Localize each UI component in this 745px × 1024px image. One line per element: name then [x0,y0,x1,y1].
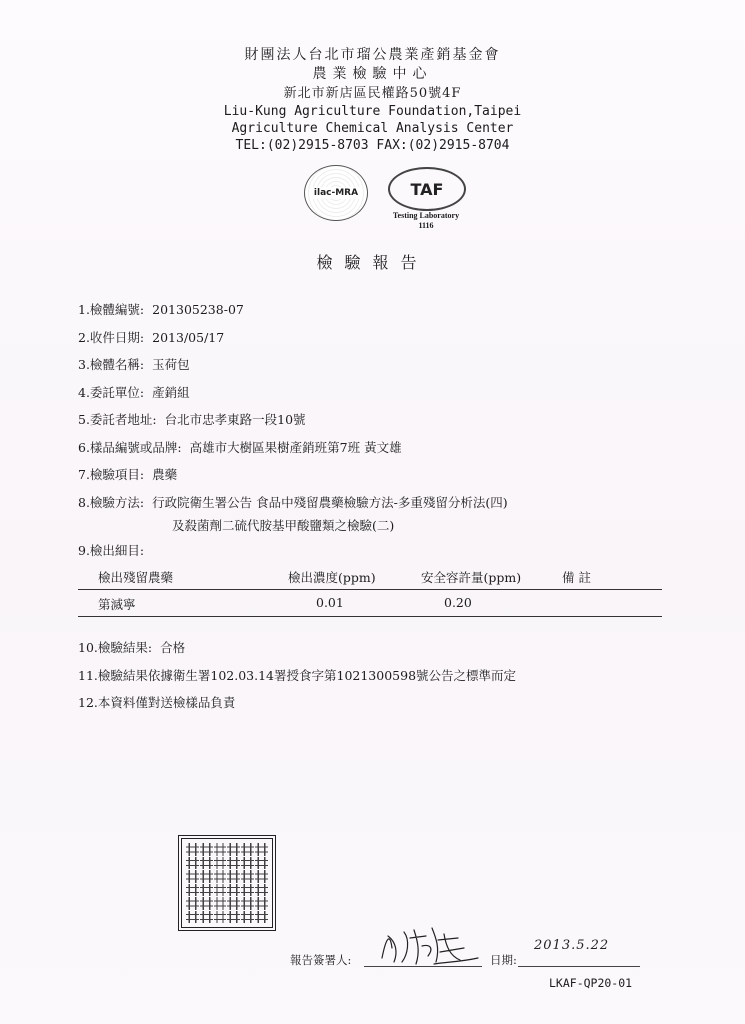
item-value: 201305238-07 [152,302,244,317]
address: 新北市新店區民權路50號4F [283,86,462,101]
testing-lab-caption [378,211,474,231]
item-label: 11.檢驗結果依據衛生署102.03.14署授食字第1021300598號公告之標準而定 [78,667,517,683]
table-cell-tolerance: 0.20 [444,595,472,610]
item-label: 4.委託單位: [78,384,145,400]
column-header: 備 註 [562,570,591,585]
table-divider [78,616,662,617]
org-name-en: Liu-Kung Agriculture Foundation,Taipei [223,104,522,119]
column-header: 檢出濃度(ppm) [288,570,376,585]
form-number: LKAF-QP20-01 [549,976,633,990]
item-value-continued: 及殺菌劑二硫代胺基甲酸鹽類之檢驗(二) [172,518,395,533]
item-disclaimer [78,689,678,717]
item-value: 玉荷包 [152,357,190,372]
report-conclusions [78,634,678,717]
contact-line: TEL:(02)2915-8703 FAX:(02)2915-8704 [235,138,510,153]
item-sample-name [78,351,678,379]
signer-label: 報告簽署人: [290,953,352,967]
handwritten-date: 2013.5.22 [534,938,610,953]
signer-line [364,966,482,967]
item-sample-brand [78,434,678,462]
item-label: 5.委託者地址: [78,412,157,427]
item-value: 台北市忠孝東路一段10號 [164,412,306,427]
testing-lab-label: Testing Laboratory [392,211,460,220]
item-value: 行政院衛生署公告 食品中殘留農藥檢驗方法-多重殘留分析法(四) [152,494,508,510]
item-value: 產銷組 [152,384,190,400]
report-items [78,296,678,565]
report-title: 檢驗報告 [316,253,429,272]
center-name: 農業檢驗中心 [312,66,433,82]
taf-logo [388,167,466,211]
item-label: 3.檢體名稱: [78,357,145,372]
item-received-date [78,324,678,352]
item-sample-id [78,296,678,324]
item-label: 7.檢驗項目: [78,467,145,482]
column-header: 安全容許量(ppm) [421,570,522,585]
item-label: 6.樣品編號或品牌: [78,439,182,455]
item-label: 1.檢體編號: [78,302,145,317]
date-line [518,966,640,967]
item-value: 2013/05/17 [152,329,225,345]
item-label: 2.收件日期: [78,329,145,345]
item-label: 10.檢驗結果: [78,640,153,655]
item-client-unit [78,379,678,407]
item-detection-details [78,537,678,565]
ilac-mra-logo [304,165,368,221]
taf-logo-text: TAF [410,179,444,199]
item-test-item [78,461,678,489]
report-header [0,46,745,154]
item-label: 12.本資料僅對送檢樣品負責 [78,695,236,710]
org-name: 財團法人台北市瑠公農業產銷基金會 [244,47,501,63]
accreditation-logos [300,163,480,238]
center-name-en: Agriculture Chemical Analysis Center [231,121,514,136]
residue-table [78,563,662,617]
item-value: 農藥 [152,467,178,482]
table-cell-concentration: 0.01 [316,595,344,610]
handwritten-signature [374,918,484,968]
table-row [78,590,662,616]
date-label: 日期: [490,953,517,967]
official-seal-stamp [178,835,276,931]
table-cell-pesticide: 第滅寧 [98,597,136,612]
item-label: 8.檢驗方法: [78,494,145,510]
item-test-method [78,489,678,538]
ilac-logo-text: ilac-MRA [313,188,359,198]
item-test-result [78,634,678,662]
table-header-row [78,563,662,589]
item-value: 高雄市大樹區果樹產銷班第7班 黃文雄 [189,439,402,455]
item-label: 9.檢出細目: [78,543,145,558]
testing-lab-number: 1116 [418,221,434,230]
item-client-address [78,406,678,434]
column-header: 檢出殘留農藥 [98,570,174,585]
item-standard-basis [78,662,678,690]
item-value: 合格 [160,640,186,655]
